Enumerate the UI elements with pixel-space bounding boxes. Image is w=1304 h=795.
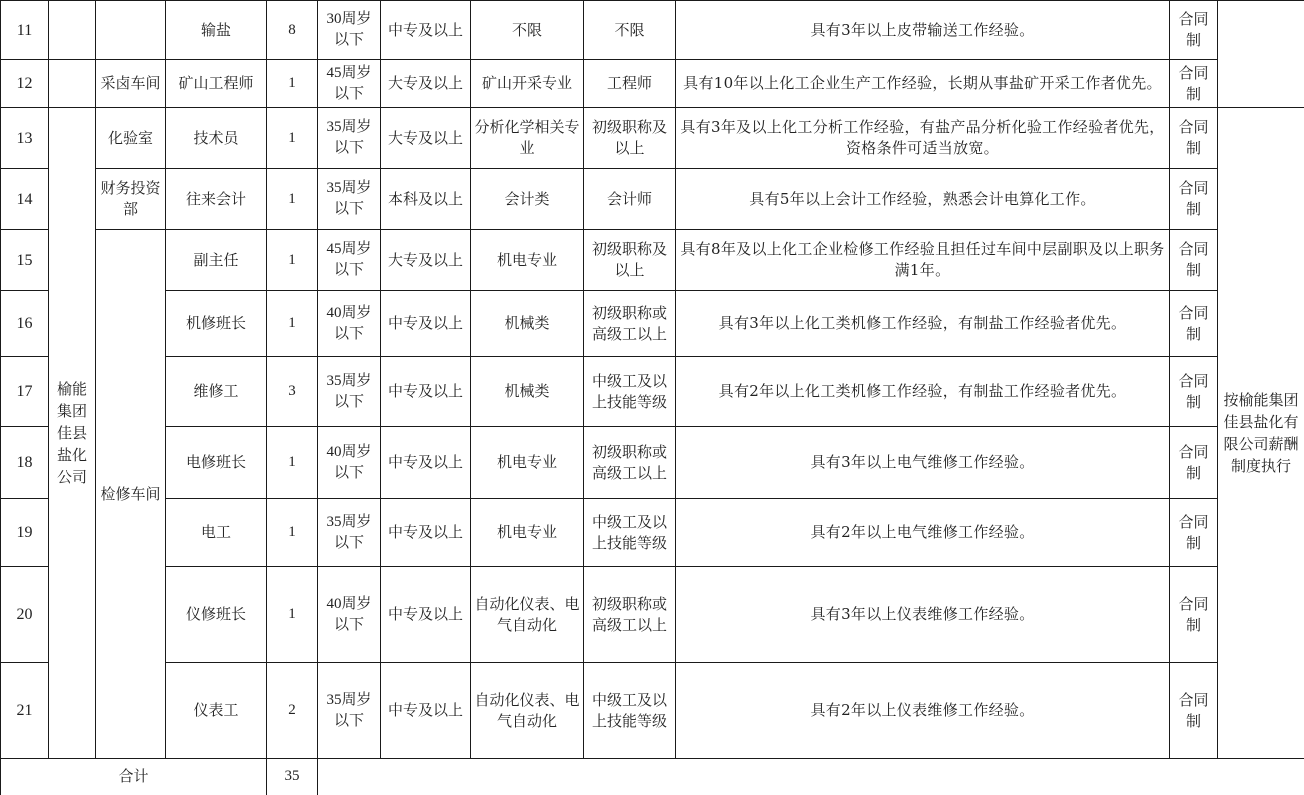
major-cell: 不限 (471, 1, 584, 60)
row-number: 16 (1, 291, 49, 357)
education-cell: 中专及以上 (381, 1, 471, 60)
title-cell: 初级职称或高级工以上 (584, 427, 676, 499)
major-cell: 机电专业 (471, 427, 584, 499)
table-row (1, 499, 1304, 567)
position-cell: 技术员 (166, 108, 267, 169)
contract-cell: 合同制 (1170, 357, 1218, 427)
department-cell: 化验室 (96, 108, 166, 169)
age-cell: 45周岁以下 (318, 60, 381, 108)
education-cell: 中专及以上 (381, 499, 471, 567)
table-row (1, 357, 1304, 427)
row-number: 21 (1, 663, 49, 759)
headcount-cell: 1 (267, 567, 318, 663)
table-row (1, 663, 1304, 759)
age-cell: 40周岁以下 (318, 427, 381, 499)
title-cell: 中级工及以上技能等级 (584, 357, 676, 427)
row-number: 13 (1, 108, 49, 169)
contract-cell: 合同制 (1170, 663, 1218, 759)
title-cell: 初级职称及以上 (584, 108, 676, 169)
table-row (1, 230, 1304, 291)
headcount-cell: 1 (267, 427, 318, 499)
position-cell: 副主任 (166, 230, 267, 291)
major-cell: 自动化仪表、电气自动化 (471, 567, 584, 663)
salary-note-cell: 按榆能集团佳县盐化有限公司薪酬制度执行 (1218, 108, 1304, 759)
education-cell: 中专及以上 (381, 663, 471, 759)
title-cell: 中级工及以上技能等级 (584, 499, 676, 567)
row-number: 15 (1, 230, 49, 291)
contract-cell: 合同制 (1170, 291, 1218, 357)
title-cell: 工程师 (584, 60, 676, 108)
age-cell: 35周岁以下 (318, 169, 381, 230)
requirement-cell: 具有3年及以上化工分析工作经验，有盐产品分析化验工作经验者优先，资格条件可适当放宽。 (676, 108, 1170, 169)
major-cell: 自动化仪表、电气自动化 (471, 663, 584, 759)
education-cell: 大专及以上 (381, 60, 471, 108)
row-number: 11 (1, 1, 49, 60)
requirement-cell: 具有8年及以上化工企业检修工作经验且担任过车间中层副职及以上职务满1年。 (676, 230, 1170, 291)
requirement-cell: 具有3年以上仪表维修工作经验。 (676, 567, 1170, 663)
age-cell: 35周岁以下 (318, 499, 381, 567)
position-cell: 输盐 (166, 1, 267, 60)
total-row (1, 759, 1304, 795)
age-cell: 45周岁以下 (318, 230, 381, 291)
age-cell: 35周岁以下 (318, 663, 381, 759)
major-cell: 机电专业 (471, 499, 584, 567)
education-cell: 大专及以上 (381, 108, 471, 169)
major-cell: 机械类 (471, 357, 584, 427)
contract-cell: 合同制 (1170, 169, 1218, 230)
requirement-cell: 具有10年以上化工企业生产工作经验，长期从事盐矿开采工作者优先。 (676, 60, 1170, 108)
table-row (1, 427, 1304, 499)
age-cell: 30周岁以下 (318, 1, 381, 60)
department-cell: 采卤车间 (96, 60, 166, 108)
row-number: 14 (1, 169, 49, 230)
department-cell: 检修车间 (96, 230, 166, 759)
education-cell: 中专及以上 (381, 291, 471, 357)
education-cell: 大专及以上 (381, 230, 471, 291)
contract-cell: 合同制 (1170, 567, 1218, 663)
requirement-cell: 具有2年以上化工类机修工作经验，有制盐工作经验者优先。 (676, 357, 1170, 427)
title-cell: 中级工及以上技能等级 (584, 663, 676, 759)
education-cell: 本科及以上 (381, 169, 471, 230)
headcount-cell: 1 (267, 230, 318, 291)
headcount-cell: 1 (267, 108, 318, 169)
table-row (1, 108, 1304, 169)
headcount-cell: 2 (267, 663, 318, 759)
headcount-cell: 8 (267, 1, 318, 60)
position-cell: 往来会计 (166, 169, 267, 230)
headcount-cell: 1 (267, 60, 318, 108)
age-cell: 40周岁以下 (318, 291, 381, 357)
requirement-cell: 具有3年以上电气维修工作经验。 (676, 427, 1170, 499)
row-number: 12 (1, 60, 49, 108)
headcount-cell: 3 (267, 357, 318, 427)
row-number: 20 (1, 567, 49, 663)
headcount-cell: 1 (267, 499, 318, 567)
major-cell: 会计类 (471, 169, 584, 230)
table-row (1, 291, 1304, 357)
position-cell: 仪表工 (166, 663, 267, 759)
company-cell-top (49, 60, 96, 108)
title-cell: 会计师 (584, 169, 676, 230)
age-cell: 35周岁以下 (318, 108, 381, 169)
title-cell: 初级职称或高级工以上 (584, 567, 676, 663)
company-cell: 榆能集团佳县盐化公司 (49, 108, 96, 759)
title-cell: 初级职称及以上 (584, 230, 676, 291)
education-cell: 中专及以上 (381, 427, 471, 499)
contract-cell: 合同制 (1170, 427, 1218, 499)
row-number: 17 (1, 357, 49, 427)
age-cell: 35周岁以下 (318, 357, 381, 427)
requirement-cell: 具有3年以上皮带输送工作经验。 (676, 1, 1170, 60)
contract-cell: 合同制 (1170, 230, 1218, 291)
contract-cell: 合同制 (1170, 60, 1218, 108)
table-row (1, 1, 1304, 60)
position-cell: 仪修班长 (166, 567, 267, 663)
department-cell (96, 1, 166, 60)
position-cell: 电工 (166, 499, 267, 567)
total-label: 合计 (1, 759, 267, 795)
position-cell: 维修工 (166, 357, 267, 427)
company-cell-top (49, 1, 96, 60)
major-cell: 分析化学相关专业 (471, 108, 584, 169)
title-cell: 不限 (584, 1, 676, 60)
requirement-cell: 具有2年以上仪表维修工作经验。 (676, 663, 1170, 759)
education-cell: 中专及以上 (381, 567, 471, 663)
table-row (1, 567, 1304, 663)
major-cell: 机电专业 (471, 230, 584, 291)
age-cell: 40周岁以下 (318, 567, 381, 663)
table-row (1, 169, 1304, 230)
position-cell: 电修班长 (166, 427, 267, 499)
department-cell: 财务投资部 (96, 169, 166, 230)
requirement-cell: 具有3年以上化工类机修工作经验，有制盐工作经验者优先。 (676, 291, 1170, 357)
headcount-cell: 1 (267, 169, 318, 230)
row-number: 19 (1, 499, 49, 567)
major-cell: 机械类 (471, 291, 584, 357)
position-cell: 机修班长 (166, 291, 267, 357)
major-cell: 矿山开采专业 (471, 60, 584, 108)
salary-cell-top (1218, 1, 1304, 108)
requirement-cell: 具有2年以上电气维修工作经验。 (676, 499, 1170, 567)
education-cell: 中专及以上 (381, 357, 471, 427)
contract-cell: 合同制 (1170, 108, 1218, 169)
total-blank (318, 759, 1304, 795)
table-row (1, 60, 1304, 108)
contract-cell: 合同制 (1170, 1, 1218, 60)
contract-cell: 合同制 (1170, 499, 1218, 567)
title-cell: 初级职称或高级工以上 (584, 291, 676, 357)
total-count: 35 (267, 759, 318, 795)
requirement-cell: 具有5年以上会计工作经验，熟悉会计电算化工作。 (676, 169, 1170, 230)
headcount-cell: 1 (267, 291, 318, 357)
position-cell: 矿山工程师 (166, 60, 267, 108)
row-number: 18 (1, 427, 49, 499)
